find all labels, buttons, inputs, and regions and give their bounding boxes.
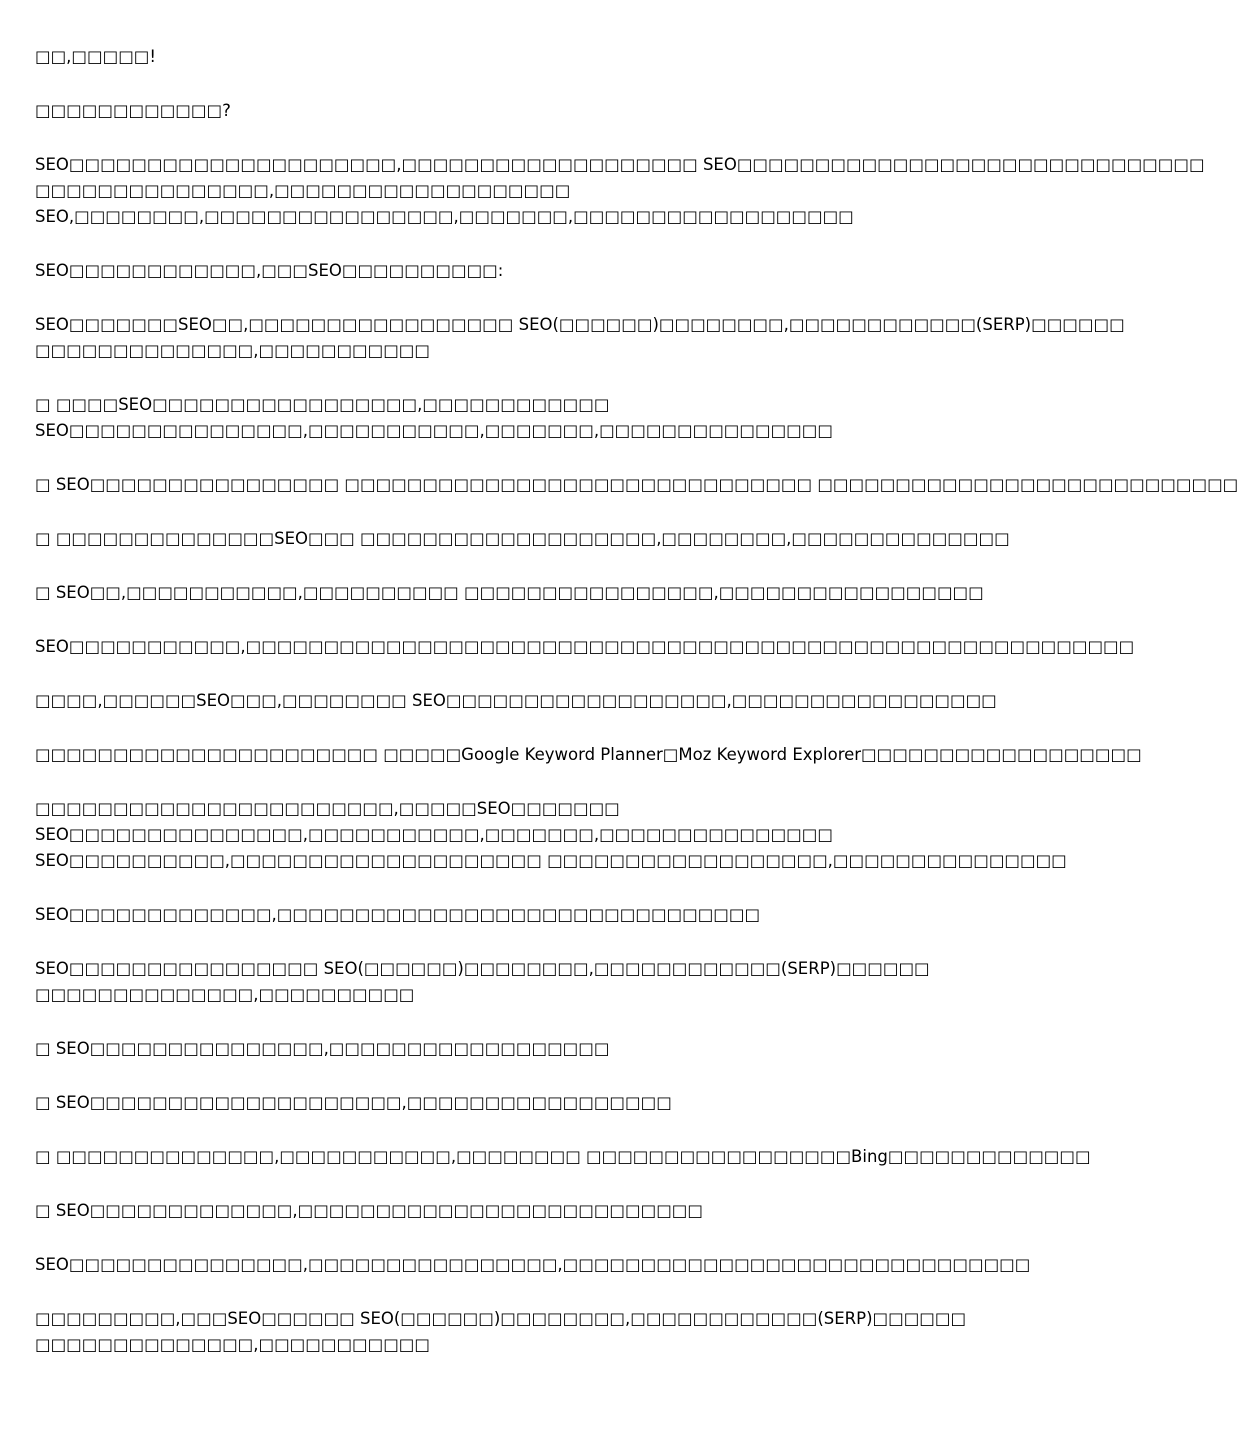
text-line: □□□□□□□□□□□□□□,□□□□□□□□□□□ [35,1335,430,1354]
text-line: □ SEO□□,□□□□□□□□□□□,□□□□□□□□□□ □□□□□□□□□□□□□□□□,□□□□□□□□□□□□□□□□□ [35,583,984,602]
paragraph [35,1036,995,1062]
paragraph [35,152,1205,230]
text-line: □ □□□□□□□□□□□□□□,□□□□□□□□□□□,□□□□□□□□ □□□□□□□□□□□□□□□□□Bing□□□□□□□□□□□□□ [35,1147,1091,1166]
paragraph [35,258,995,284]
paragraph [35,392,995,444]
text-line: SEO□□□□□□□□□□,□□□□□□□□□□□□□□□□□□□□ □□□□□□□□□□□□□□□□□□,□□□□□□□□□□□□□□□ [35,851,1067,870]
text-line: □□□□□□□□□,□□□SEO□□□□□□ SEO(□□□□□□)□□□□□□□□,□□□□□□□□□□□□(SERP)□□□□□□ [35,1309,967,1328]
text-line: □□□□□□□□□□□□? [35,101,231,120]
text-line: SEO□□□□□□□□□□□□□□□,□□□□□□□□□□□,□□□□□□□,□□□□□□□□□□□□□□□ [35,825,833,844]
text-line: □□□□□□□□□□□□□□,□□□□□□□□□□□ [35,341,430,360]
text-line: □ SEO□□□□□□□□□□□□□,□□□□□□□□□□□□□□□□□□□□□□□□□□ [35,1201,703,1220]
paragraph [35,956,995,1008]
text-line: □□,□□□□□! [35,47,156,66]
paragraph [35,1306,995,1358]
paragraph [35,796,1067,874]
text-line: SEO□□□□□□□□□□□□□□□,□□□□□□□□□□□,□□□□□□□,□□□□□□□□□□□□□□□ [35,421,833,440]
text-line: □ □□□□SEO□□□□□□□□□□□□□□□□□,□□□□□□□□□□□□ [35,395,610,414]
paragraph [35,580,995,606]
paragraph [35,1144,1091,1170]
text-line: □□□□□□□□□□□□□□□,□□□□□□□□□□□□□□□□□□□ [35,181,571,200]
paragraph [35,526,1010,552]
paragraph [35,98,995,124]
text-line: SEO□□□□□□□□□□□□,□□□SEO□□□□□□□□□□: [35,261,504,280]
text-line: SEO□□□□□□□□□□□□□,□□□□□□□□□□□□□□□□□□□□□□□□□□□□□□□ [35,905,761,924]
text-line: □ □□□□□□□□□□□□□□SEO□□□ □□□□□□□□□□□□□□□□□□□,□□□□□□□□,□□□□□□□□□□□□□□ [35,529,1010,548]
text-line: □ SEO□□□□□□□□□□□□□□□□ □□□□□□□□□□□□□□□□□□□□□□□□□□□□□□ □□□□□□□□□□□□□□□□□□□□□□□□□□□ [35,475,1238,494]
text-line: □□□□,□□□□□□SEO□□□,□□□□□□□□ SEO□□□□□□□□□□□□□□□□□□,□□□□□□□□□□□□□□□□□ [35,691,997,710]
text-line: □□□□□□□□□□□□□□□□□□□□□□ □□□□□Google Keyword Planner□Moz Keyword Explorer□□□□□□□□□□□□□□□□□□ [35,745,1142,764]
text-line: SEO□□□□□□□□□□□□□□□□ SEO(□□□□□□)□□□□□□□□,□□□□□□□□□□□□(SERP)□□□□□□ [35,959,930,978]
paragraph [35,634,1135,660]
text-line: SEO,□□□□□□□□,□□□□□□□□□□□□□□□□,□□□□□□□,□□□□□□□□□□□□□□□□□□ [35,207,854,226]
text-line: SEO□□□□□□□SEO□□,□□□□□□□□□□□□□□□□□ SEO(□□□□□□)□□□□□□□□,□□□□□□□□□□□□(SERP)□□□□□□ [35,315,1125,334]
text-line: SEO□□□□□□□□□□□,□□□□□□□□□□□□□□□□□□□□□□□□□□□□□□□□□□□□□□□□□□□□□□□□□□□□□□□□□ [35,637,1135,656]
paragraph [35,472,1238,498]
paragraph [35,1198,995,1224]
paragraph [35,312,1125,364]
paragraph [35,742,1142,768]
paragraph [35,902,995,928]
text-line: □□□□□□□□□□□□□□□□□□□□□□□,□□□□□SEO□□□□□□□ [35,799,620,818]
text-line: SEO□□□□□□□□□□□□□□□,□□□□□□□□□□□□□□□□,□□□□□□□□□□□□□□□□□□□□□□□□□□□□□□ [35,1255,1031,1274]
text-line: □ SEO□□□□□□□□□□□□□□□,□□□□□□□□□□□□□□□□□□ [35,1039,610,1058]
paragraph [35,1252,1031,1278]
text-line: SEO□□□□□□□□□□□□□□□□□□□□□,□□□□□□□□□□□□□□□□□□□ SEO□□□□□□□□□□□□□□□□□□□□□□□□□□□□□□ [35,155,1205,174]
document-body [35,44,1238,1386]
text-line: □ SEO□□□□□□□□□□□□□□□□□□□□,□□□□□□□□□□□□□□□□□ [35,1093,672,1112]
paragraph [35,1090,995,1116]
paragraph [35,44,995,70]
paragraph [35,688,995,714]
text-line: □□□□□□□□□□□□□□,□□□□□□□□□□ [35,985,415,1004]
